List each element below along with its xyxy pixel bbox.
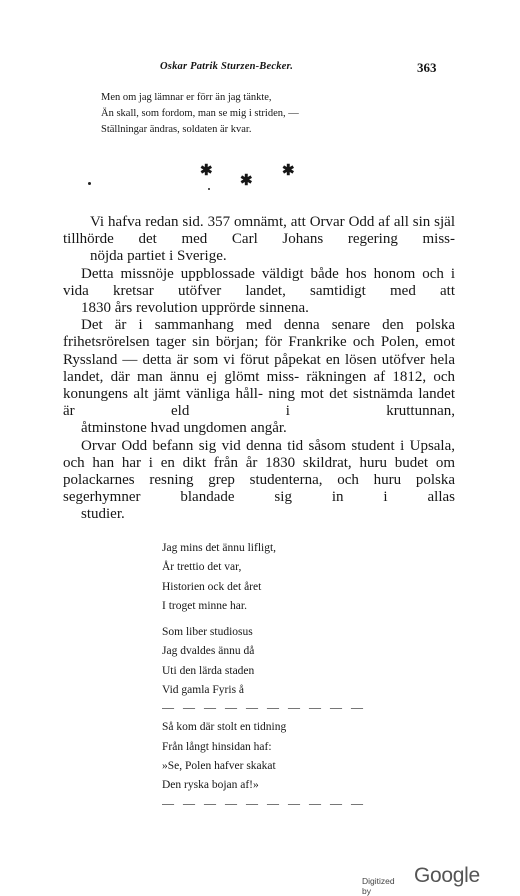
verse-line: År trettio det var, — [162, 561, 242, 574]
text-line: räkningen af 1812, och konungens alt jämt vänliga håll- — [63, 368, 456, 403]
text-line: lösen utöfver hela landet, där man ännu ej glömt miss- — [63, 351, 456, 385]
text-line: emot Ryssland — detta är som vi förut påpekat en — [63, 334, 456, 368]
paragraph — [63, 214, 455, 266]
page-number: 363 — [417, 60, 437, 75]
paragraph — [63, 317, 455, 437]
text-line: all sin själ tillhörde det med Carl Johans regering miss- — [63, 214, 456, 248]
text-line: och huru polska segerhymner blandade sig in i allas — [63, 472, 455, 506]
text-line: nöjda partiet i Sverige. — [90, 248, 227, 265]
text-line: huru budet om polackarnes resning grep studenterna, — [63, 454, 455, 489]
text-line: studier. — [81, 506, 125, 523]
verse-line: Historien ock det året — [162, 580, 262, 593]
ellipsis-dash-line: — — — — — — — — — — — [162, 702, 366, 713]
verse-line: Som liber studiosus — [162, 626, 253, 639]
stanza — [162, 539, 366, 616]
asterisk-icon: ✱ — [240, 173, 253, 189]
text-line: 1830 års revolution upprörde sinnena. — [81, 300, 309, 317]
verse-line: I troget minne har. — [162, 599, 247, 612]
text-line: Det är i sammanhang med denna senare den polska — [81, 317, 455, 334]
ink-speck — [88, 182, 91, 185]
verse-line: Så kom där stolt en tidning — [162, 721, 287, 734]
running-head: Oskar Patrik Sturzen-Becker. — [160, 61, 294, 72]
epigraph-verse — [101, 90, 299, 138]
verse-line: Men om jag lämnar er förr än jag tänkte, — [101, 92, 272, 103]
verse-line: Jag dvaldes ännu då — [162, 645, 255, 658]
text-line: Orvar Odd befann sig vid denna tid såsom student — [81, 437, 395, 454]
verse-line: Än skall, som fordom, man se mig i striden, — — [101, 108, 299, 119]
ink-speck — [208, 188, 210, 190]
body-text — [63, 214, 455, 524]
stanza — [162, 718, 366, 795]
text-line: ning mot det sistnämda landet är eld i kruttunnan, — [63, 386, 455, 420]
digitized-by-label: Digitized by — [362, 876, 395, 896]
verse-line: Ställningar ändras, soldaten är kvar. — [101, 124, 252, 135]
text-line: frihetsrörelsen tager sin början; för Frankrike och Polen, — [63, 334, 419, 351]
text-line: Detta missnöje uppblossade väldigt både hos honom — [81, 265, 416, 282]
poem — [162, 539, 366, 814]
section-separator — [0, 160, 520, 200]
verse-line: Vid gamla Fyris å — [162, 684, 245, 697]
paragraph — [63, 438, 455, 524]
text-line: Vi hafva redan sid. 357 omnämt, att Orvar Odd af — [90, 214, 390, 230]
text-line: åtminstone hvad ungdomen angår. — [81, 420, 287, 437]
verse-line: Jag mins det ännu lifligt, — [162, 542, 277, 554]
ellipsis-dash-line: — — — — — — — — — — — [162, 797, 366, 808]
verse-line: »Se, Polen hafver skakat — [162, 759, 276, 772]
page-header — [0, 61, 520, 79]
stanza — [162, 623, 366, 700]
verse-line: Den ryska bojan af!» — [162, 779, 259, 792]
asterisk-icon: ✱ — [200, 163, 213, 179]
paragraph — [63, 266, 455, 318]
verse-line: Från långt hinsidan haf: — [162, 740, 272, 753]
text-line: i Upsala, och han har i en dikt från år 1830 skildrat, — [63, 437, 456, 471]
asterisk-icon: ✱ — [282, 163, 295, 179]
verse-line: Uti den lärda staden — [162, 664, 255, 677]
google-logo: Google — [414, 864, 480, 887]
text-line: och i vida kretsar utöfver landet, samtidigt med att — [63, 265, 455, 299]
